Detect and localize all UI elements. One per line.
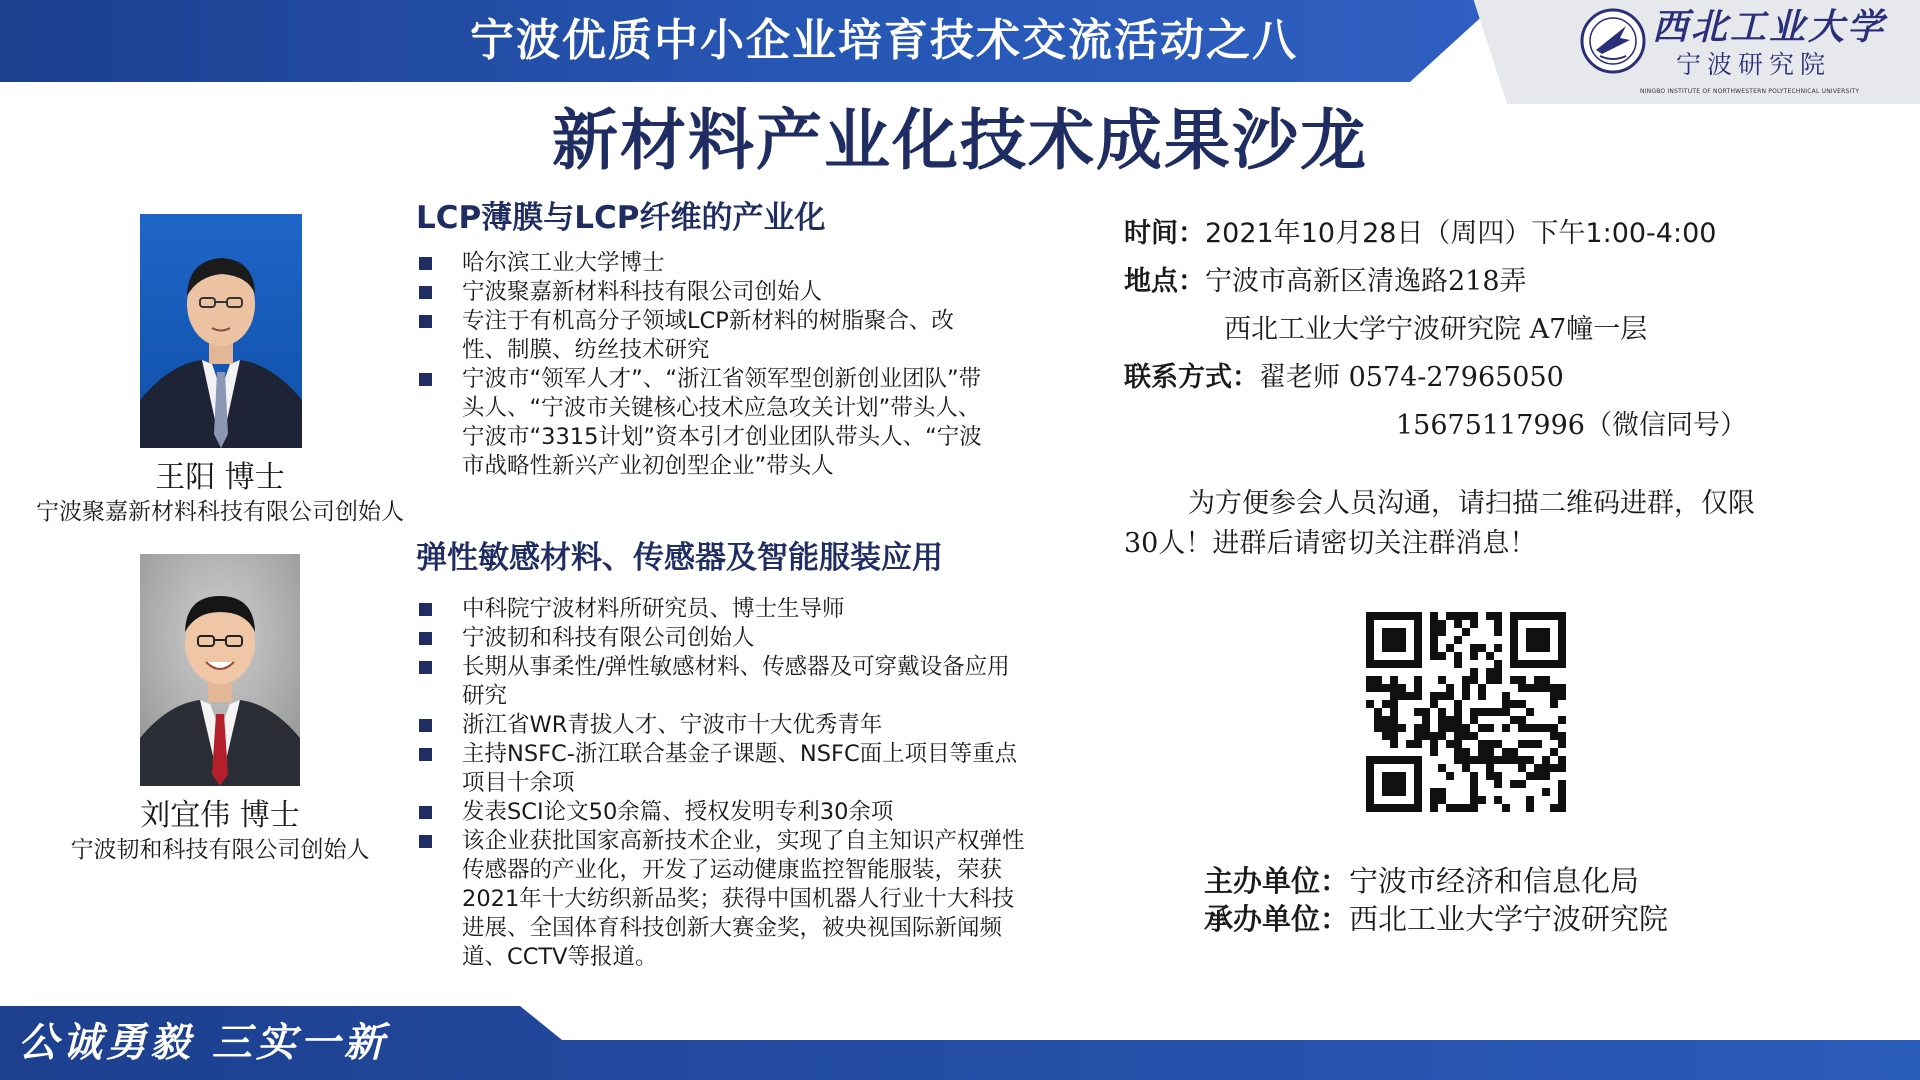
event-time: [1124, 214, 1716, 254]
time-label: 时间：: [1124, 218, 1205, 249]
list-item: 宁波韧和科技有限公司创始人: [416, 624, 1026, 653]
institute-name: 宁波研究院: [1676, 50, 1832, 79]
topic-2-title: 弹性敏感材料、传感器及智能服装应用: [416, 540, 943, 576]
speaker-2-name: 刘宜伟 博士: [140, 798, 300, 833]
place-label: 地点：: [1124, 266, 1205, 297]
bullet-square-icon: [419, 806, 432, 819]
qr-code[interactable]: [1366, 612, 1566, 812]
speaker-2-portrait-icon: [140, 554, 300, 786]
speaker-2-photo: [140, 554, 300, 786]
place-line-2: 西北工业大学宁波研究院 A7幢一层: [1224, 314, 1648, 345]
list-item: 中科院宁波材料所研究员、博士生导师: [416, 595, 1026, 624]
host-name: 宁波市经济和信息化局: [1349, 864, 1640, 898]
list-item: 宁波聚嘉新材料科技有限公司创始人: [416, 278, 982, 307]
bullet-square-icon: [419, 603, 432, 616]
speaker-1-photo: [140, 214, 302, 448]
bullet-square-icon: [419, 719, 432, 732]
bullet-square-icon: [419, 315, 432, 328]
event-contact: [1124, 358, 1564, 398]
join-group-notice: 为方便参会人员沟通，请扫描二维码进群，仅限30人！进群后请密切关注群消息！: [1124, 488, 1755, 559]
list-item: 浙江省WR青拔人才、宁波市十大优秀青年: [416, 711, 1026, 740]
topic-1-bullets: [416, 249, 982, 481]
banner-title: 宁波优质中小企业培育技术交流活动之八: [470, 15, 1298, 66]
host-label: 主办单位：: [1204, 864, 1350, 898]
host-line: [1204, 862, 1639, 900]
bullet-square-icon: [419, 835, 432, 848]
list-item: 长期从事柔性/弹性敏感材料、传感器及可穿戴设备应用研究: [416, 653, 1026, 711]
bottom-banner-cutout: [520, 1006, 1920, 1040]
time-value: 2021年10月28日（周四）下午1:00-4:00: [1205, 218, 1717, 249]
bullet-square-icon: [419, 373, 432, 386]
list-item: 专注于有机高分子领域LCP新材料的树脂聚合、改性、制膜、纺丝技术研究: [416, 307, 982, 365]
bullet-square-icon: [419, 257, 432, 270]
bullet-square-icon: [419, 748, 432, 761]
institute-english-name: NINGBO INSTITUTE OF NORTHWESTERN POLYTECHNICAL UNIVERSITY: [1640, 88, 1860, 95]
topic-1-title: LCP薄膜与LCP纤维的产业化: [416, 200, 826, 236]
topic-2-bullets: [416, 595, 1026, 972]
speaker-2-org: 宁波韧和科技有限公司创始人: [70, 837, 370, 863]
main-title: 新材料产业化技术成果沙龙: [552, 101, 1368, 179]
list-item: 发表SCI论文50余篇、授权发明专利30余项: [416, 798, 1026, 827]
contact-label: 联系方式：: [1124, 362, 1259, 393]
organizer-label: 承办单位：: [1204, 902, 1350, 936]
bullet-square-icon: [419, 286, 432, 299]
list-item: 哈尔滨工业大学博士: [416, 249, 982, 278]
speaker-1-portrait-icon: [140, 214, 302, 448]
university-name: 西北工业大学: [1652, 6, 1887, 48]
list-item: 主持NSFC-浙江联合基金子课题、NSFC面上项目等重点项目十余项: [416, 740, 1026, 798]
organizer-line: [1204, 900, 1668, 938]
bullet-square-icon: [419, 661, 432, 674]
university-motto: 公诚勇毅 三实一新: [18, 1019, 388, 1066]
bullet-square-icon: [419, 632, 432, 645]
place-line-1: 宁波市高新区清逸路218弄: [1205, 266, 1527, 297]
speaker-1-org: 宁波聚嘉新材料科技有限公司创始人: [36, 499, 404, 525]
contact-line-1: 翟老师 0574-27965050: [1259, 362, 1564, 393]
list-item: 该企业获批国家高新技术企业，实现了自主知识产权弹性传感器的产业化，开发了运动健康监控智能服装，荣获2021年十大纺织新品奖；获得中国机器人行业十大科技进展、全国体育科技创新大赛金奖，被央视国际新闻频道、CCTV等报道。: [416, 827, 1026, 972]
contact-line-2: 15675117996（微信同号）: [1396, 410, 1747, 441]
organizer-name: 西北工业大学宁波研究院: [1349, 902, 1669, 936]
speaker-1-name: 王阳 博士: [155, 460, 285, 495]
event-place: [1124, 262, 1527, 302]
university-logo-icon: [1580, 8, 1646, 74]
list-item: 宁波市“领军人才”、“浙江省领军型创新创业团队”带头人、“宁波市关键核心技术应急攻关计划”带头人、宁波市“3315计划”资本引才创业团队带头人、“宁波市战略性新兴产业初创型企业”带头人: [416, 365, 982, 481]
